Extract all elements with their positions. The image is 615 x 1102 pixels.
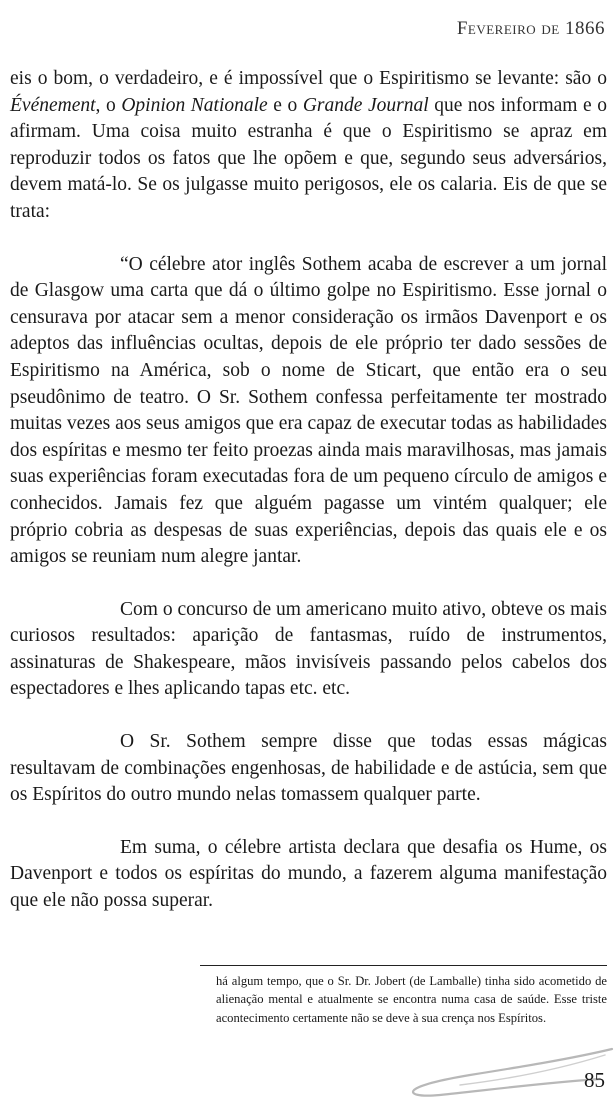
running-header: Fevereiro de 1866 — [456, 18, 605, 39]
text-run: O Sr. Sothem sempre disse que todas essas mágicas resultavam de combinações engenhosas, de habilidade e de astúcia, sem que os Espíritos do outro mundo nelas tomassem qualquer parte. — [10, 731, 607, 806]
text-run: Com o concurso de um americano muito ativo, obteve os mais curiosos resultados: aparição de fantasmas, ruído de instrumentos, assinaturas de Shakespeare, mãos invisíveis passando pelos cabelos dos espectadores e lhes aplicando tapas etc. etc. — [10, 598, 607, 700]
page-number: 85 — [584, 1068, 605, 1092]
italic-title: Grande Journal — [302, 94, 429, 116]
flourish-ornament-icon — [400, 1045, 615, 1102]
text-run: que nos informam e o afirmam. Uma coisa muito estranha é que o Espiritismo se apraz em reproduzir todos os fatos que lhe opõem e que, segundo seus adversários, devem matá-lo. Se os julgasse muito perigosos, ele os calaria. Eis de que se trata: — [10, 94, 608, 222]
text-run: , o — [95, 94, 122, 116]
paragraph — [10, 597, 607, 703]
main-text — [10, 66, 607, 941]
text-run: “O célebre ator inglês Sothem acaba de escrever a um jornal de Glasgow uma carta que dá o último golpe no Espiritismo. Esse jornal o censurava por atacar sem a menor consideração os irmãos Davenport e os adeptos das influências ocultas, depois de ele próprio ter dado sessões de Espiritismo na América, sob o nome de Sticart, que então era o seu pseudônimo de teatro. O Sr. Sothem confessa perfeitamente ter mostrado muitas vezes aos seus amigos que era capaz de executar todas as habilidades dos espíritas e mesmo ter feito proezas ainda mais maravilhosas, mas jamais suas experiências foram executadas fora de um pequeno círculo de amigos e conhecidos. Jamais fez que alguém pagasse um vintém qualquer; ele próprio cobria as despesas de suas experiências, depois das quais ele e os amigos se reuniam num alegre jantar. — [10, 253, 607, 568]
paragraph — [10, 66, 607, 226]
footnote-divider — [200, 965, 607, 966]
paragraph — [10, 252, 607, 571]
text-run: e o — [267, 94, 303, 116]
paragraph — [10, 835, 607, 915]
text-run: Em suma, o célebre artista declara que desafia os Hume, os Davenport e todos os espíritas do mundo, a fazerem alguma manifestação que ele não possa superar. — [10, 836, 607, 912]
paragraph — [10, 729, 607, 809]
italic-title: Opinion Nationale — [121, 94, 268, 116]
italic-title: Événement — [10, 94, 96, 116]
footnote-text: há algum tempo, que o Sr. Dr. Jobert (de Lamballe) tinha sido acometido de alienação mental e atualmente se encontra numa casa de saúde. Esse triste acontecimento certamente não se deve à sua crença nos Espíritos. — [216, 974, 607, 1025]
text-run: eis o bom, o verdadeiro, e é impossível que o Espiritismo se levante: são o — [10, 68, 607, 89]
